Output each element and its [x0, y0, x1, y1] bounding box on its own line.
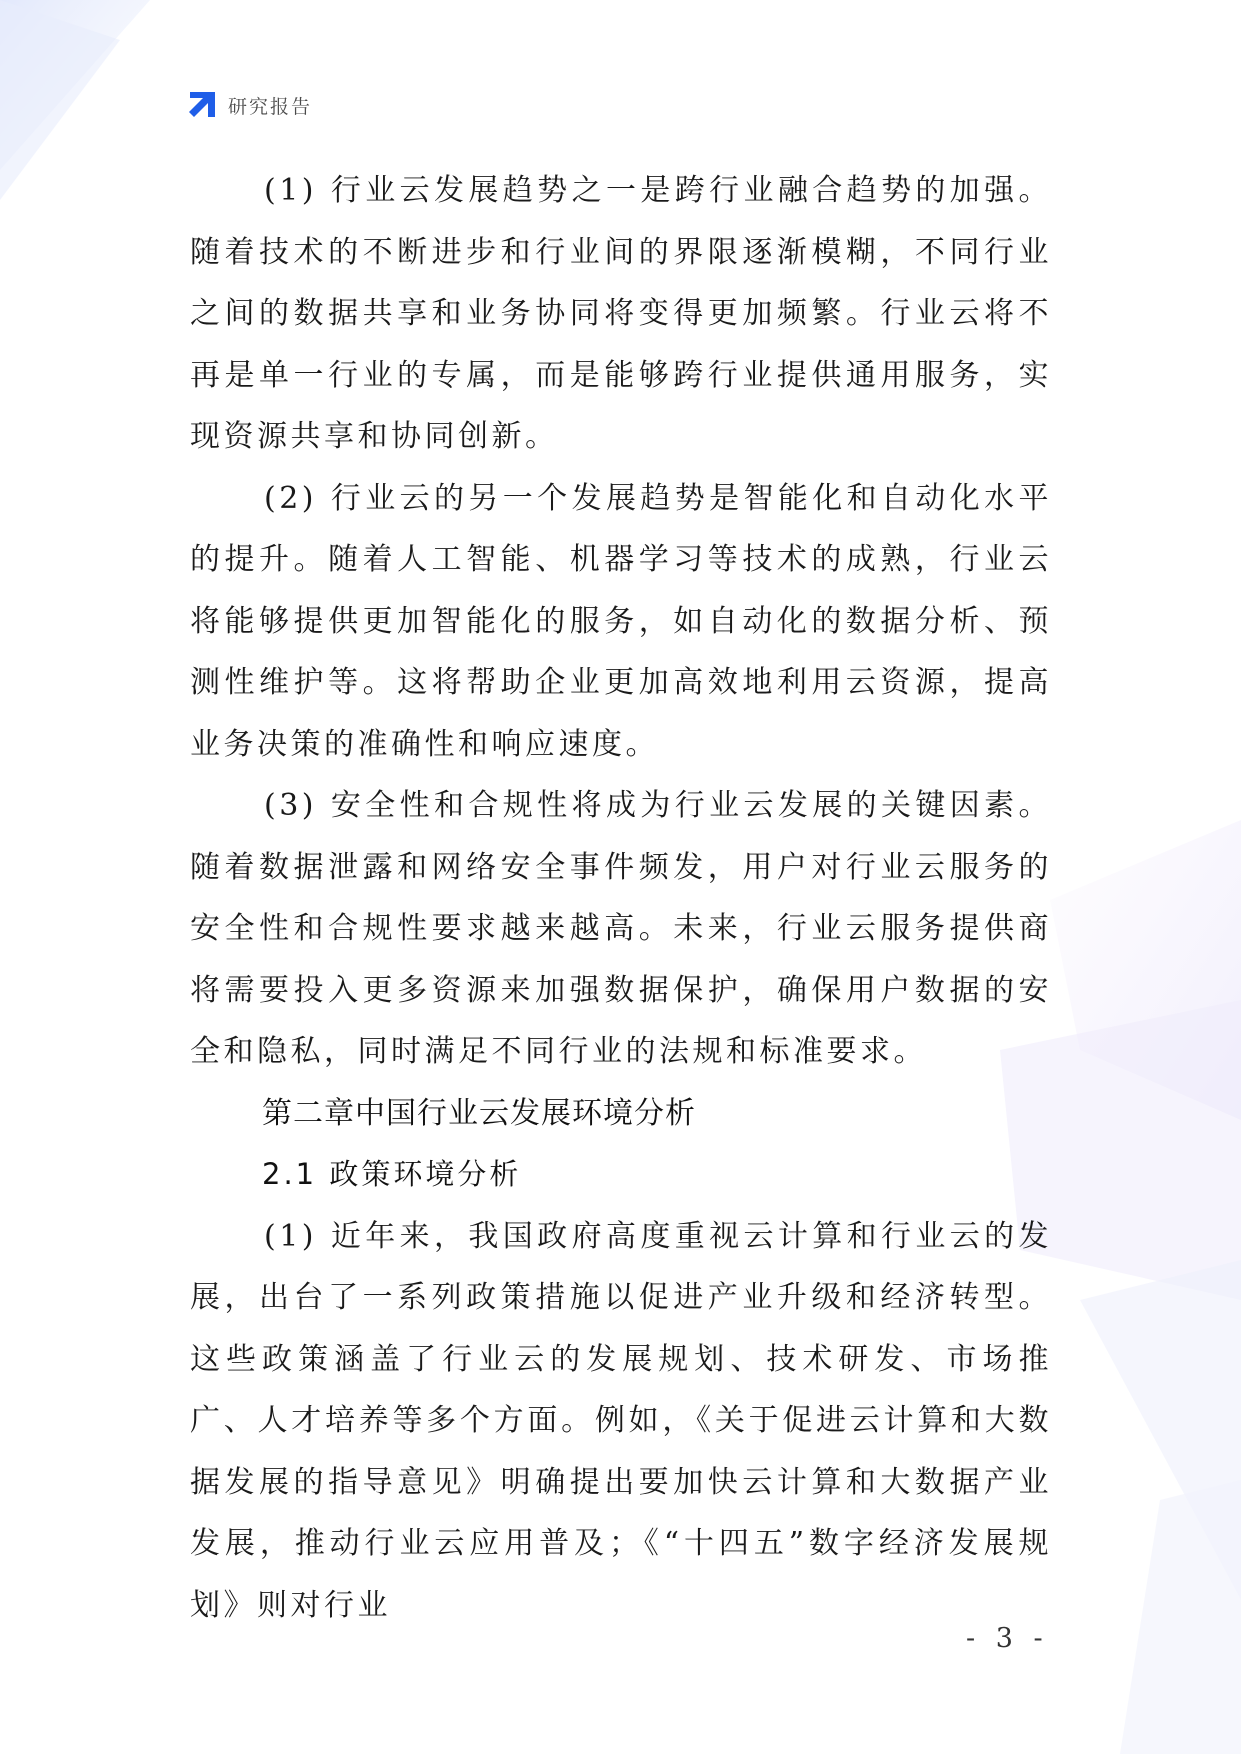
section-heading: 2.1 政策环境分析 — [262, 1157, 522, 1191]
paragraph-trend-3: (3) 安全性和合规性将成为行业云发展的关键因素。随着数据泄露和网络安全事件频发，用户对行业云服务的安全性和合规性要求越来越高。未来，行业云服务提供商将需要投入更多资源来加强数据保护，确保用户数据的安全和隐私，同时满足不同行业的法规和标准要求。 — [190, 788, 1052, 1069]
paragraph-policy-1: (1) 近年来，我国政府高度重视云计算和行业云的发展，出台了一系列政策措施以促进产业升级和经济转型。这些政策涵盖了行业云的发展规划、技术研发、市场推广、人才培养等多个方面。例如，《关于促进云计算和大数据发展的指导意见》明确提出要加快云计算和大数据产业发展，推动行业云应用普及；《“十四五”数字经济发展规划》则对行业 — [190, 1218, 1052, 1623]
report-title: 研究报告 — [228, 95, 313, 118]
document-body — [190, 160, 1052, 1636]
paragraph-trend-2: (2) 行业云的另一个发展趋势是智能化和自动化水平的提升。随着人工智能、机器学习等技术的成熟，行业云将能够提供更加智能化的服务，如自动化的数据分析、预测性维护等。这将帮助企业更加高效地利用云资源，提高业务决策的准确性和响应速度。 — [190, 480, 1052, 762]
page-header — [186, 88, 312, 122]
paragraph-trend-1: (1) 行业云发展趋势之一是跨行业融合趋势的加强。随着技术的不断进步和行业间的界限逐渐模糊，不同行业之间的数据共享和业务协同将变得更加频繁。行业云将不再是单一行业的专属，而是能够跨行业提供通用服务，实现资源共享和协同创新。 — [190, 173, 1052, 454]
page-number: - 3 - — [966, 1623, 1049, 1654]
chapter-heading: 第二章中国行业云发展环境分析 — [262, 1095, 696, 1131]
arrow-up-right-icon — [186, 89, 218, 121]
